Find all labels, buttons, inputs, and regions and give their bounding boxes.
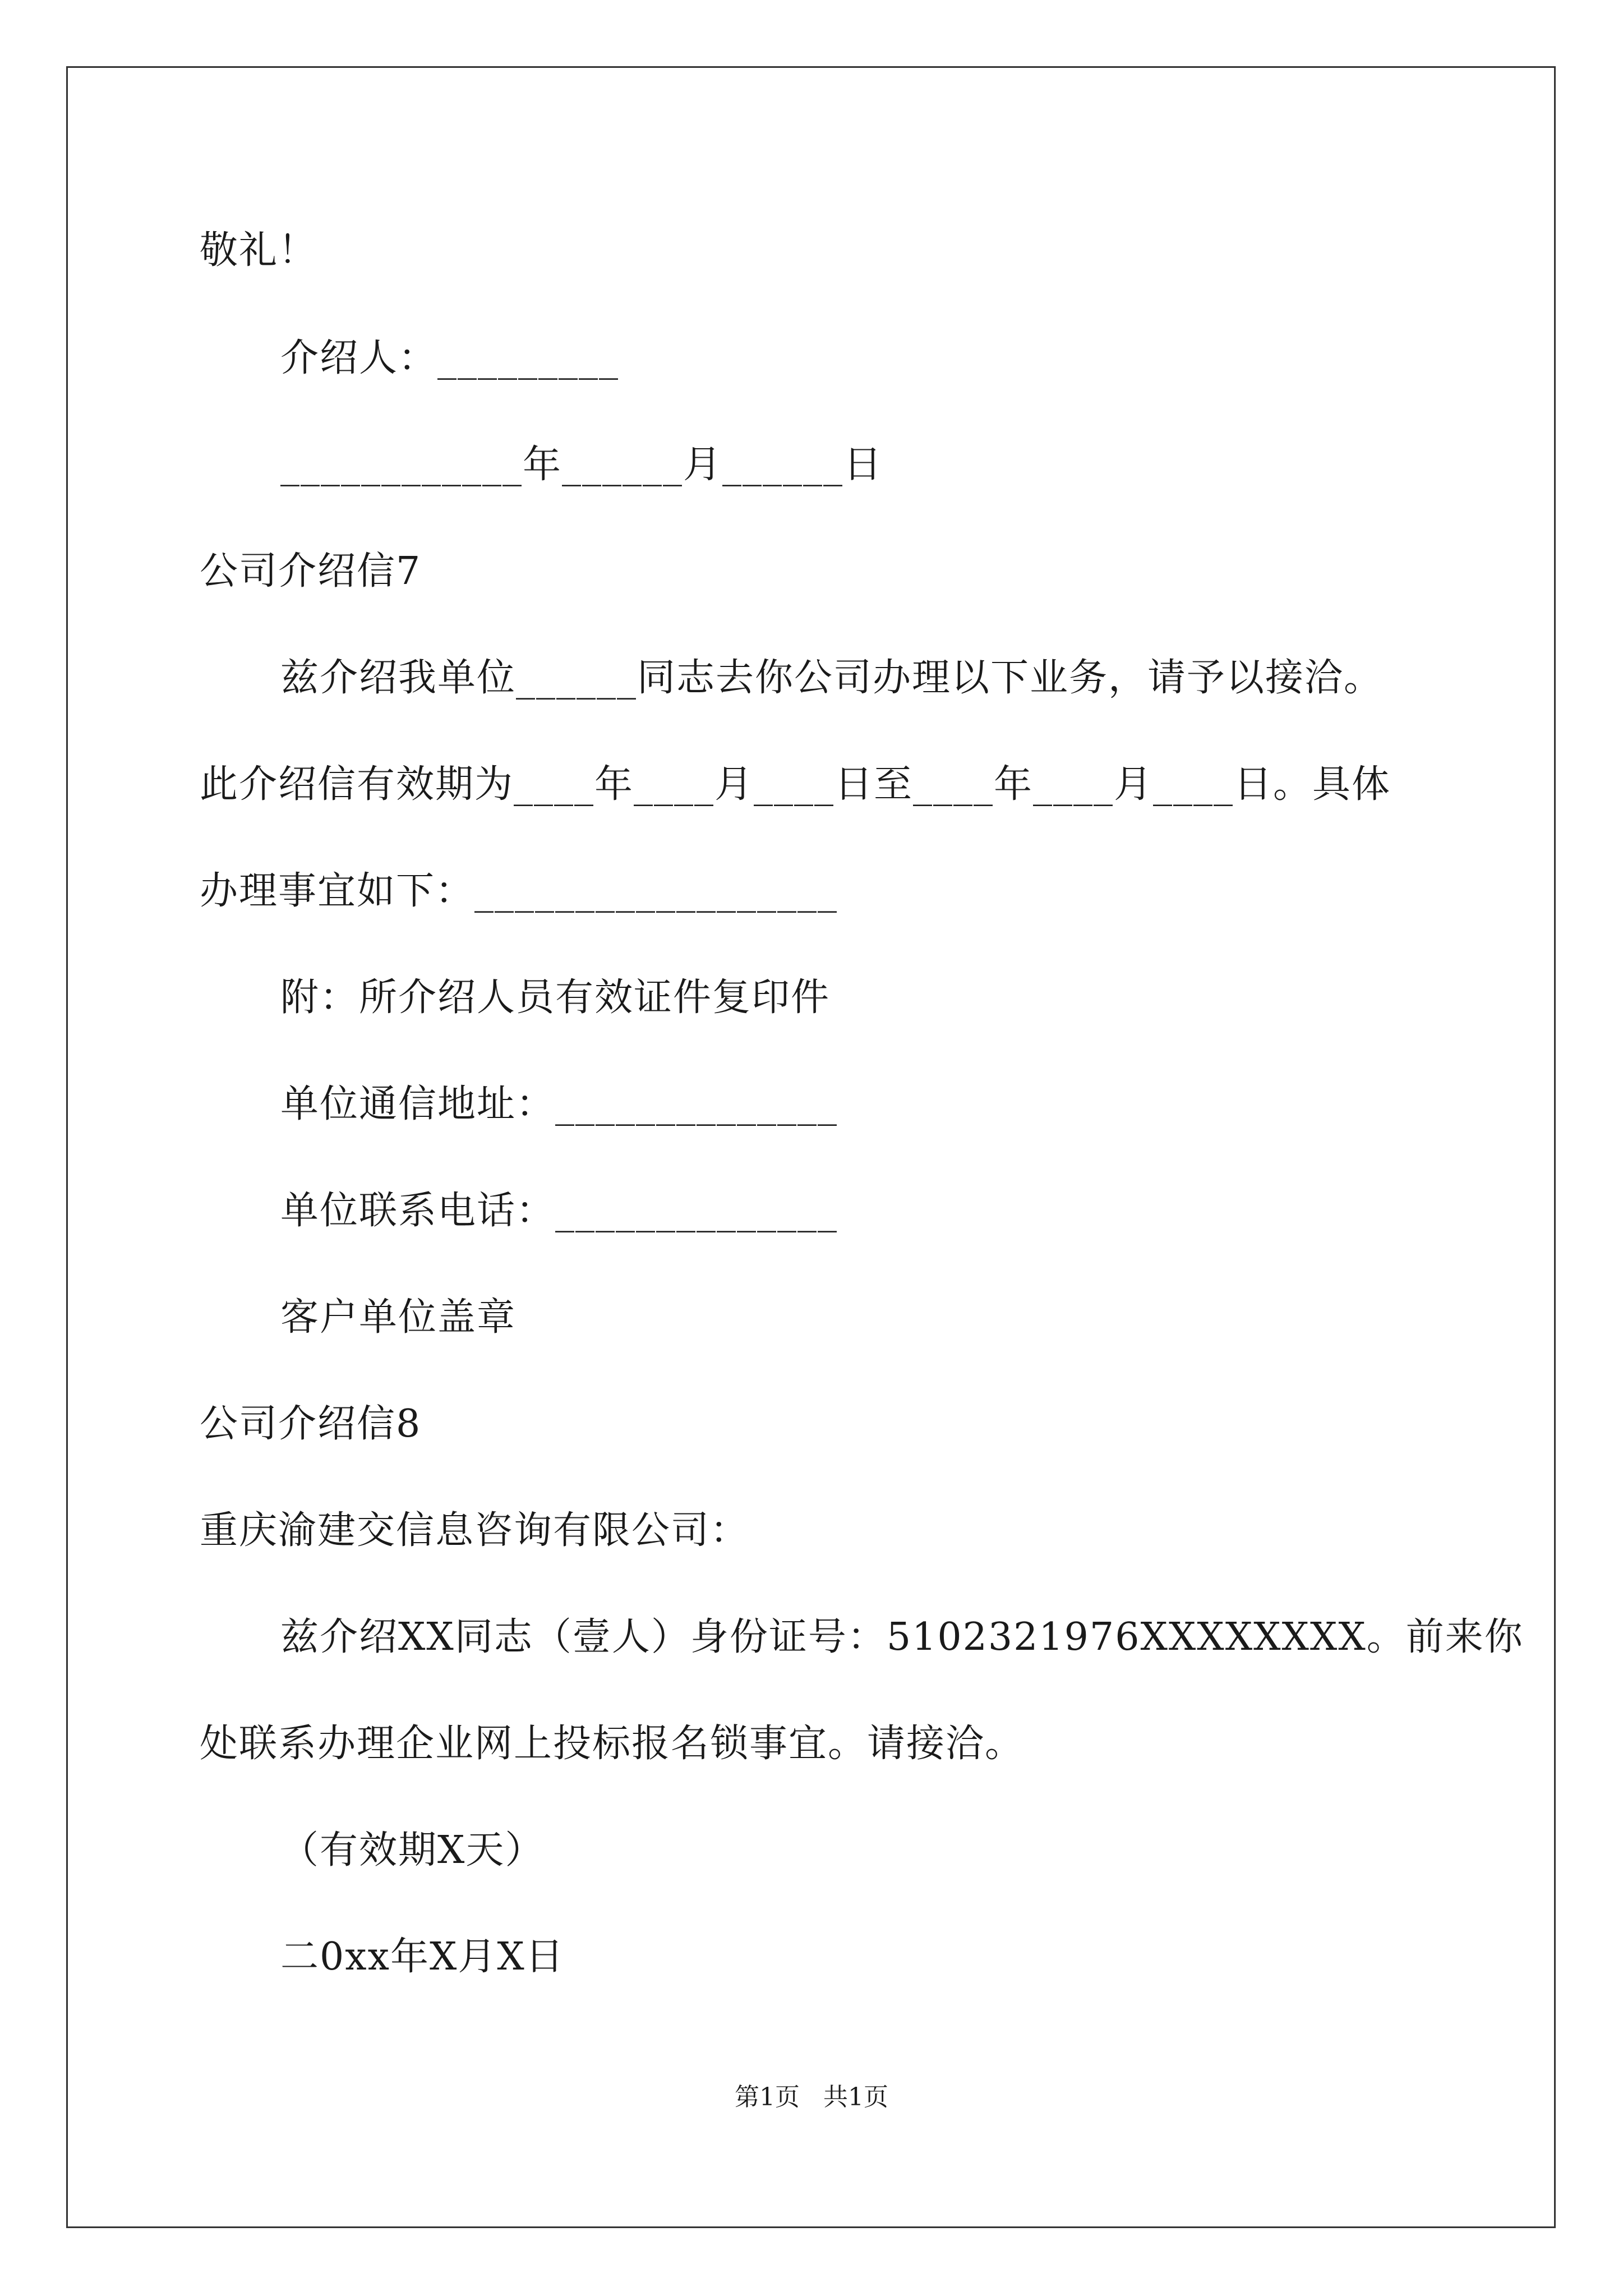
section-heading-7: 公司介绍信7 — [200, 549, 422, 593]
date-line: ____________年______月______日 — [280, 443, 883, 487]
letter7-paragraph-line-3: 办理事宜如下：__________________ — [200, 869, 838, 913]
letter8-paragraph-line-1: 兹介绍XX同志（壹人）身份证号：5102321976XXXXXXXX。前来你 — [280, 1615, 1524, 1659]
introducer-line: 介绍人：_________ — [280, 336, 620, 380]
attachment-note: 附：所介绍人员有效证件复印件 — [280, 976, 831, 1020]
client-seal-line: 客户单位盖章 — [280, 1295, 517, 1340]
letter7-paragraph-line-2: 此介绍信有效期为____年____月____日至____年____月____日。具体 — [200, 762, 1391, 807]
unit-address-line: 单位通信地址：______________ — [280, 1082, 838, 1126]
letter8-paragraph-line-2: 处联系办理企业网上投标报名锁事宜。请接洽。 — [200, 1722, 1025, 1766]
validity-note: （有效期X天） — [280, 1828, 545, 1872]
page-border — [66, 66, 1556, 2228]
page-footer: 第1页 共1页 — [735, 2083, 888, 2111]
unit-phone-line: 单位联系电话：______________ — [280, 1189, 838, 1233]
letter7-paragraph-line-1: 兹介绍我单位______同志去你公司办理以下业务，请予以接洽。 — [280, 656, 1384, 700]
section-heading-8: 公司介绍信8 — [200, 1402, 422, 1446]
recipient-company: 重庆渝建交信息咨询有限公司： — [200, 1508, 750, 1553]
letter8-date: 二0xx年X月X日 — [280, 1935, 565, 1979]
closing-salutation: 敬礼！ — [200, 228, 318, 273]
